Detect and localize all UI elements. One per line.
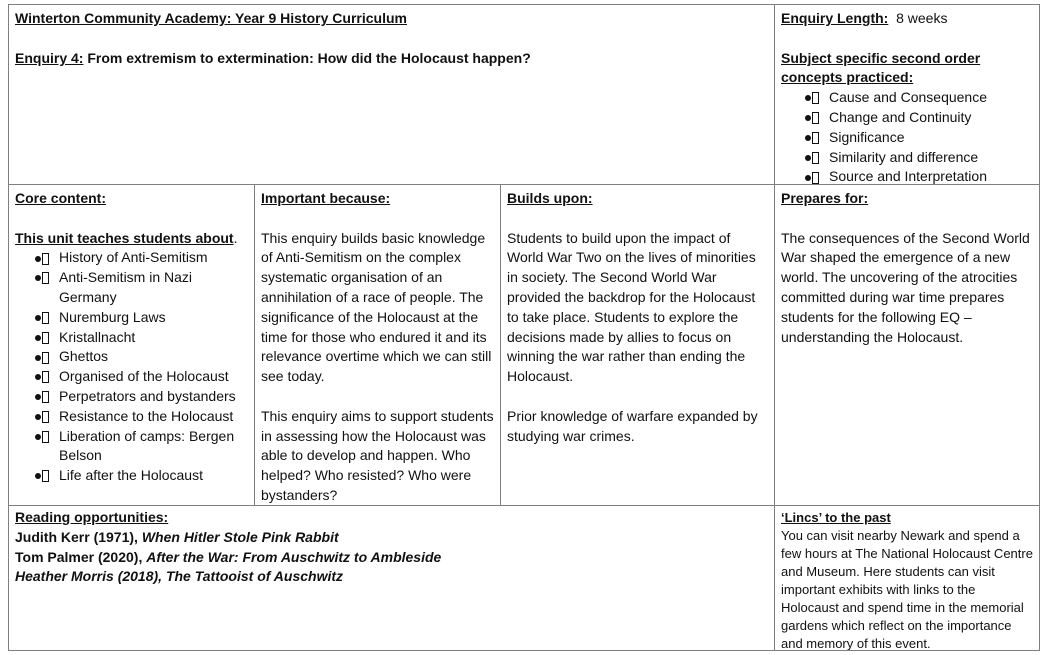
bullet-icon xyxy=(805,128,827,148)
concept-item xyxy=(805,167,1033,185)
enquiry-meta-cell xyxy=(774,4,1040,185)
concept-label: Change and Continuity xyxy=(829,108,972,125)
bullet-icon xyxy=(805,88,827,108)
concepts-heading: Subject specific second order concepts practiced: xyxy=(781,49,981,86)
topic-item xyxy=(35,248,248,268)
bullet-icon xyxy=(35,347,57,367)
topic-item xyxy=(35,268,248,308)
reading-heading: Reading opportunities: xyxy=(15,509,169,525)
length-value: 8 weeks xyxy=(896,10,948,26)
concept-item xyxy=(805,88,1033,108)
core-topics-list xyxy=(15,248,248,486)
topic-label: History of Anti-Semitism xyxy=(59,249,208,266)
prepares-for-cell xyxy=(774,184,1040,506)
prepares-para-1: The consequences of the Second World War shaped the emergence of a new world. The uncovering of the atrocities committed during war time prepares students for the following EQ – understanding the Holocaust. xyxy=(781,229,1030,345)
builds-upon-cell xyxy=(500,184,775,506)
bullet-icon xyxy=(35,387,57,407)
topic-label: Kristallnacht xyxy=(59,328,136,345)
bullet-icon xyxy=(35,367,57,387)
topic-item xyxy=(35,466,248,486)
book-entry xyxy=(15,567,768,587)
topic-item xyxy=(35,367,248,387)
topic-item xyxy=(35,407,248,427)
topic-label: Ghettos xyxy=(59,348,109,365)
bullet-icon xyxy=(35,268,57,288)
book-title: Heather Morris (2018), The Tattooist of Auschwitz xyxy=(15,568,344,585)
lincs-cell xyxy=(774,505,1040,651)
topic-label: Life after the Holocaust xyxy=(59,467,203,484)
concepts-list xyxy=(781,88,1033,185)
bullet-icon xyxy=(35,308,57,328)
bullet-icon xyxy=(35,466,57,486)
bullet-icon xyxy=(35,248,57,268)
lincs-text: You can visit nearby Newark and spend a few hours at The National Holocaust Centre and Museum. Here students can visit important exhibits with links to the Holocaust and spend time in the memorial gardens which reflect on the importance and memory of this event. xyxy=(781,528,1033,651)
builds-para-2: Prior knowledge of warfare expanded by studying war crimes. xyxy=(507,407,758,444)
book-author: Tom Palmer (2020), xyxy=(15,548,147,565)
topic-label: Nuremburg Laws xyxy=(59,308,166,325)
concept-item xyxy=(805,108,1033,128)
enquiry-title xyxy=(15,49,768,69)
book-entry xyxy=(15,528,768,548)
bullet-icon xyxy=(35,427,57,447)
important-para-1: This enquiry builds basic knowledge of Anti-Semitism on the complex systematic organisation of an annihilation of a race of people. The significance of the Holocaust at the time for those who endured it and its relevance overtime which we can still see today. xyxy=(261,229,492,385)
builds-para-1: Students to build upon the impact of World War Two on the lives of minorities in society. The Second World War provided the backdrop for the Holocaust to take place. Students to explore the decisions made by allies to focus on winning the war rather than ending the Holocaust. xyxy=(507,229,756,385)
core-heading: Core content: xyxy=(15,190,106,206)
topic-label: Resistance to the Holocaust xyxy=(59,407,234,424)
bullet-icon xyxy=(805,148,827,168)
important-heading: Important because: xyxy=(261,190,391,206)
topic-label: Organised of the Holocaust xyxy=(59,368,229,385)
builds-heading: Builds upon: xyxy=(507,190,593,206)
enquiry-length xyxy=(781,9,1033,29)
topic-label: Anti-Semitism in Nazi Germany xyxy=(59,269,193,305)
concept-label: Source and Interpretation xyxy=(829,168,987,185)
concept-label: Significance xyxy=(829,128,905,145)
enquiry-text: From extremism to extermination: How did the Holocaust happen? xyxy=(83,49,531,66)
topic-item xyxy=(35,387,248,407)
concept-item xyxy=(805,148,1033,168)
prepares-heading: Prepares for: xyxy=(781,190,869,206)
important-para-2: This enquiry aims to support students in assessing how the Holocaust was able to develop and happen. Who helped? Who resisted? Who were bystanders? xyxy=(261,407,494,503)
bullet-icon xyxy=(805,167,827,185)
reading-cell xyxy=(8,505,775,651)
topic-item xyxy=(35,328,248,348)
length-label: Enquiry Length: xyxy=(781,10,889,26)
header-cell xyxy=(8,4,775,185)
core-intro: This unit teaches students about. xyxy=(15,229,238,246)
core-content-cell xyxy=(8,184,255,506)
concept-item xyxy=(805,128,1033,148)
topic-item xyxy=(35,427,248,467)
concept-label: Similarity and difference xyxy=(829,148,979,165)
important-cell xyxy=(254,184,501,506)
bullet-icon xyxy=(35,328,57,348)
book-entry xyxy=(15,548,768,568)
school-title: Winterton Community Academy: Year 9 History Curriculum xyxy=(15,10,407,26)
topic-item xyxy=(35,308,248,328)
topic-label: Perpetrators and bystanders xyxy=(59,387,236,404)
bullet-icon xyxy=(35,407,57,427)
book-author: Judith Kerr (1971), xyxy=(15,528,142,545)
book-title: After the War: From Auschwitz to Ambleside xyxy=(146,548,442,565)
bullet-icon xyxy=(805,108,827,128)
topic-item xyxy=(35,347,248,367)
lincs-heading: ‘Lincs’ to the past xyxy=(781,510,891,525)
enquiry-label: Enquiry 4: xyxy=(15,49,84,66)
topic-label: Liberation of camps: Bergen Belson xyxy=(59,427,235,464)
concept-label: Cause and Consequence xyxy=(829,89,988,106)
book-title: When Hitler Stole Pink Rabbit xyxy=(141,528,339,545)
